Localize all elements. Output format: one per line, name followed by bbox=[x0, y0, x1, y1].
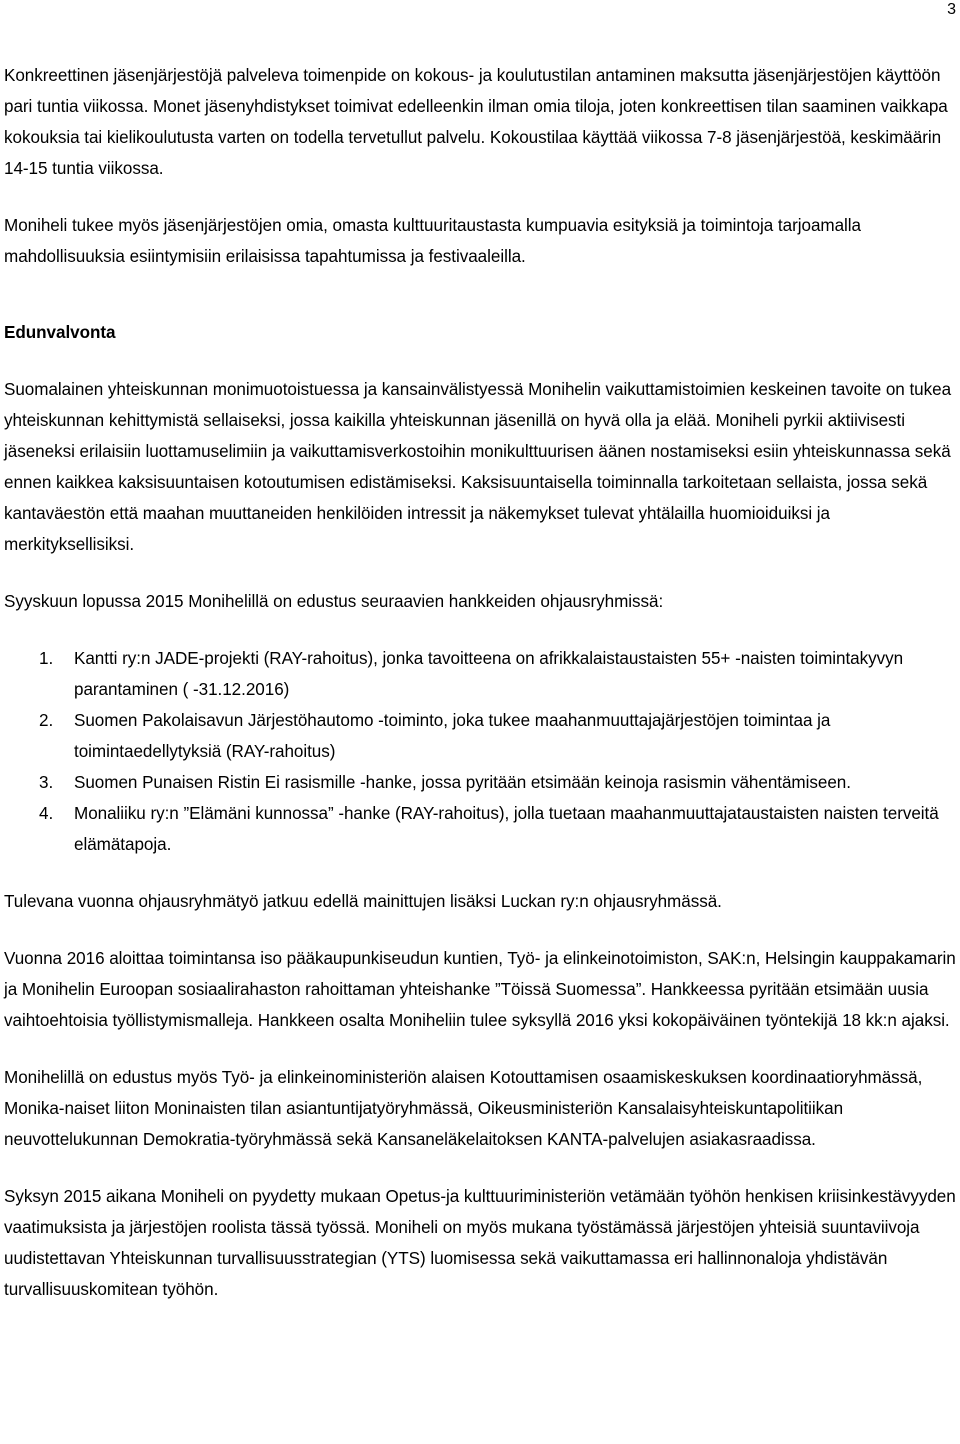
section-heading-edunvalvonta: Edunvalvonta bbox=[4, 323, 116, 342]
paragraph-upcoming-steering: Tulevana vuonna ohjausryhmätyö jatkuu edellä mainittujen lisäksi Luckan ry:n ohjausryhmässä. bbox=[4, 892, 722, 911]
list-item bbox=[4, 798, 958, 860]
list-item-text: Kantti ry:n JADE-projekti (RAY-rahoitus), jonka tavoitteena on afrikkalaistaustaisten 55+ -naisten toimintakyvyn parantaminen ( -31.12.2016) bbox=[74, 649, 904, 699]
paragraph-security-work: Syksyn 2015 aikana Moniheli on pyydetty mukaan Opetus-ja kulttuuriministeriön vetämään työhön henkisen kriisinkestävyyden vaatimuksista ja järjestöjen roolista tässä työssä. Moniheli on myös mukana työstämässä järjestöjen yhteisiä suuntaviivoja uudistettavan Yhteiskunnan turvallisuusstrategian (YTS) luomisessa sekä vaikuttamassa eri hallinnonaloja yhdistävän turvallisuuskomitean työhön. bbox=[4, 1187, 956, 1299]
list-item-number: 4. bbox=[39, 804, 54, 823]
list-item bbox=[4, 767, 958, 798]
list-item-number: 1. bbox=[39, 649, 54, 668]
paragraph-representations: Monihelillä on edustus myös Työ- ja elinkeinoministeriön alaisen Kotouttamisen osaamiskeskuksen koordinaatioryhmässä, Monika-naiset liiton Moninaisten tilan asiantuntijatyöryhmässä, Oikeusministeriön Kansalaisyhteiskuntapolitiikan neuvottelukunnan Demokratia-työryhmässä sekä Kansaneläkelaitoksen KANTA-palvelujen asiakasraadissa. bbox=[4, 1068, 923, 1149]
list-item bbox=[4, 643, 958, 705]
paragraph-toissa-suomessa: Vuonna 2016 aloittaa toimintansa iso pääkaupunkiseudun kuntien, Työ- ja elinkeinotoimiston, SAK:n, Helsingin kauppakamarin ja Monihelin Euroopan sosiaalirahaston rahoittaman yhteishanke ”Töissä Suomessa”. Hankkeessa pyritään etsimään uusia vaihtoehtoisia työllistymismalleja. Hankkeen osalta Moniheliin tulee syksyllä 2016 yksi kokopäiväinen työntekijä 18 kk:n ajaksi. bbox=[4, 949, 956, 1030]
page-number: 3 bbox=[947, 1, 956, 18]
list-item-text: Suomen Pakolaisavun Järjestöhautomo -toiminto, joka tukee maahanmuuttajajärjestöjen toimintaa ja toimintaedellytyksiä (RAY-rahoitus) bbox=[74, 711, 831, 761]
paragraph-advocacy-goals: Suomalainen yhteiskunnan monimuotoistuessa ja kansainvälistyessä Monihelin vaikuttamistoimien keskeinen tavoite on tukea yhteiskunnan kehittymistä sellaiseksi, jossa kaikilla yhteiskunnan jäsenillä on hyvä olla ja elää. Moniheli pyrkii aktiivisesti jäseneksi erilaisiin luottamuselimiin ja vaikuttamisverkostoihin monikulttuurisen äänen nostamiseksi esiin yhteiskunnassa sekä ennen kaikkea kaksisuuntaisen kotoutumisen edistämiseksi. Kaksisuuntaisella toiminnalla tarkoitetaan sellaista, jossa sekä kantaväestön että maahan muuttaneiden henkilöiden intressit ja näkemykset tulevat yhtälailla huomioiduiksi ja merkityksellisiksi. bbox=[4, 380, 952, 554]
list-item bbox=[4, 705, 958, 767]
steering-groups-list bbox=[4, 643, 958, 860]
list-item-number: 2. bbox=[39, 711, 54, 730]
list-item-number: 3. bbox=[39, 773, 54, 792]
paragraph-meeting-space: Konkreettinen jäsenjärjestöjä palveleva toimenpide on kokous- ja koulutustilan antaminen maksutta jäsenjärjestöjen käyttöön pari tuntia viikossa. Monet jäsenyhdistykset toimivat edelleenkin ilman omia tiloja, joten konkreettisen tilan saaminen vaikkapa kokouksia tai kielikoulutusta varten on todella tervetullut palvelu. Kokoustilaa käyttää viikossa 7-8 jäsenjärjestöä, keskimäärin 14-15 tuntia viikossa. bbox=[4, 66, 948, 178]
paragraph-steering-groups-intro: Syyskuun lopussa 2015 Monihelillä on edustus seuraavien hankkeiden ohjausryhmissä: bbox=[4, 592, 664, 611]
document-body bbox=[4, 60, 958, 1305]
list-item-text: Suomen Punaisen Ristin Ei rasismille -hanke, jossa pyritään etsimään keinoja rasismin vähentämiseen. bbox=[74, 773, 851, 792]
list-item-text: Monaliiku ry:n ”Elämäni kunnossa” -hanke (RAY-rahoitus), jolla tuetaan maahanmuuttajataustaisten naisten terveitä elämätapoja. bbox=[74, 804, 939, 854]
paragraph-member-performances: Moniheli tukee myös jäsenjärjestöjen omia, omasta kulttuuritaustasta kumpuavia esityksiä ja toimintoja tarjoamalla mahdollisuuksia esiintymisiin erilaisissa tapahtumissa ja festivaaleilla. bbox=[4, 216, 861, 266]
